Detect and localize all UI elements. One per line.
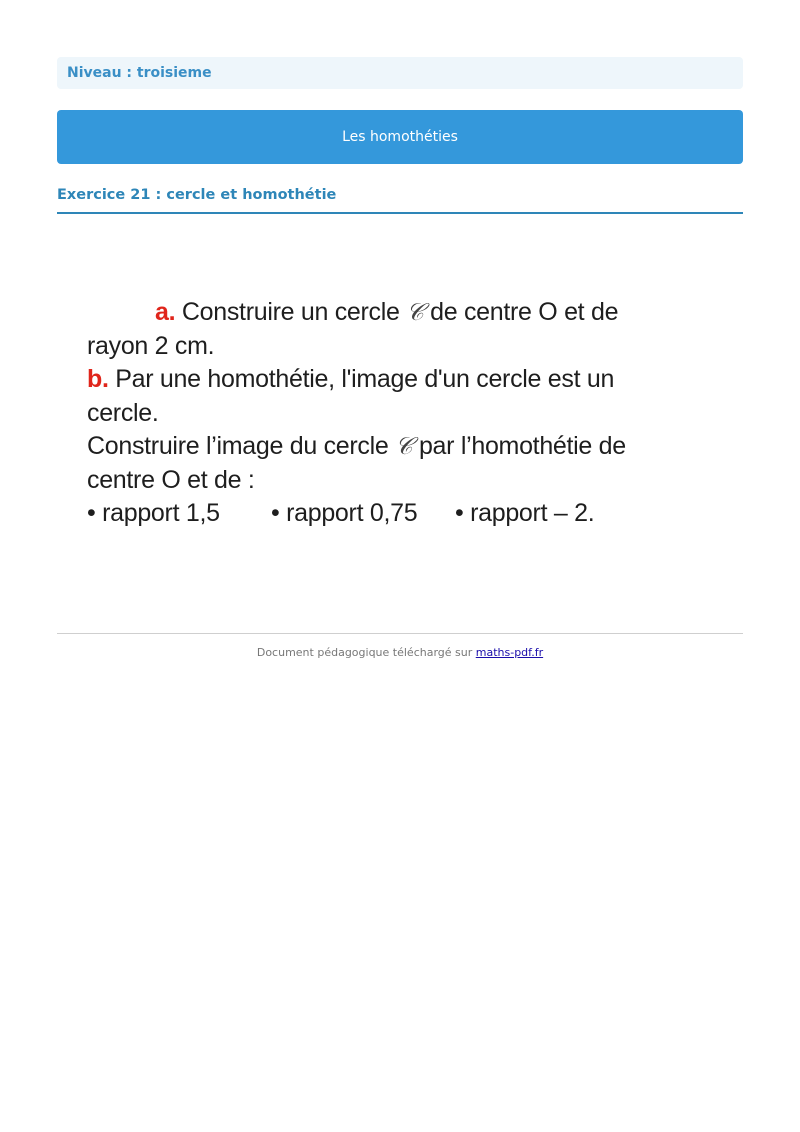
footer-text: Document pédagogique téléchargé sur	[256, 646, 476, 659]
ratio-list	[87, 497, 727, 531]
part-a-line	[87, 296, 727, 330]
exercise-statement	[87, 296, 727, 531]
circle-symbol: 𝒞	[406, 298, 424, 326]
exercise-heading	[57, 186, 743, 214]
part-b-instruction-continuation: centre O et de :	[87, 465, 255, 494]
level-label: Niveau : troisieme	[67, 65, 212, 81]
part-a-text-before: Construire un cercle	[175, 298, 407, 326]
footer	[57, 646, 743, 659]
chapter-title: Les homothéties	[342, 129, 458, 145]
level-bar	[57, 57, 743, 89]
part-b-instruction	[87, 430, 727, 464]
footer-link[interactable]: maths-pdf.fr	[475, 646, 544, 659]
part-b-marker: b.	[87, 365, 109, 393]
circle-symbol: 𝒞	[395, 432, 413, 460]
exercise-title: Exercice 21 : cercle et homothétie	[57, 187, 337, 203]
ratio-item: • rapport 1,5	[87, 499, 220, 527]
part-a-marker: a.	[155, 298, 176, 326]
part-b-text: Par une homothétie, l'image d'un cercle est un	[108, 365, 615, 393]
part-a-continuation: rayon 2 cm.	[87, 331, 215, 360]
part-b-continuation: cercle.	[87, 398, 159, 427]
instruction-text-before: Construire l’image du cercle	[87, 432, 396, 460]
chapter-banner	[57, 110, 743, 164]
part-a-text-after: de centre O et de	[423, 298, 619, 326]
footer-divider	[57, 633, 743, 634]
part-b-line	[87, 363, 727, 397]
ratio-item: • rapport – 2.	[455, 499, 595, 527]
instruction-text-after: par l’homothétie de	[412, 432, 626, 460]
ratio-item: • rapport 0,75	[271, 499, 418, 527]
